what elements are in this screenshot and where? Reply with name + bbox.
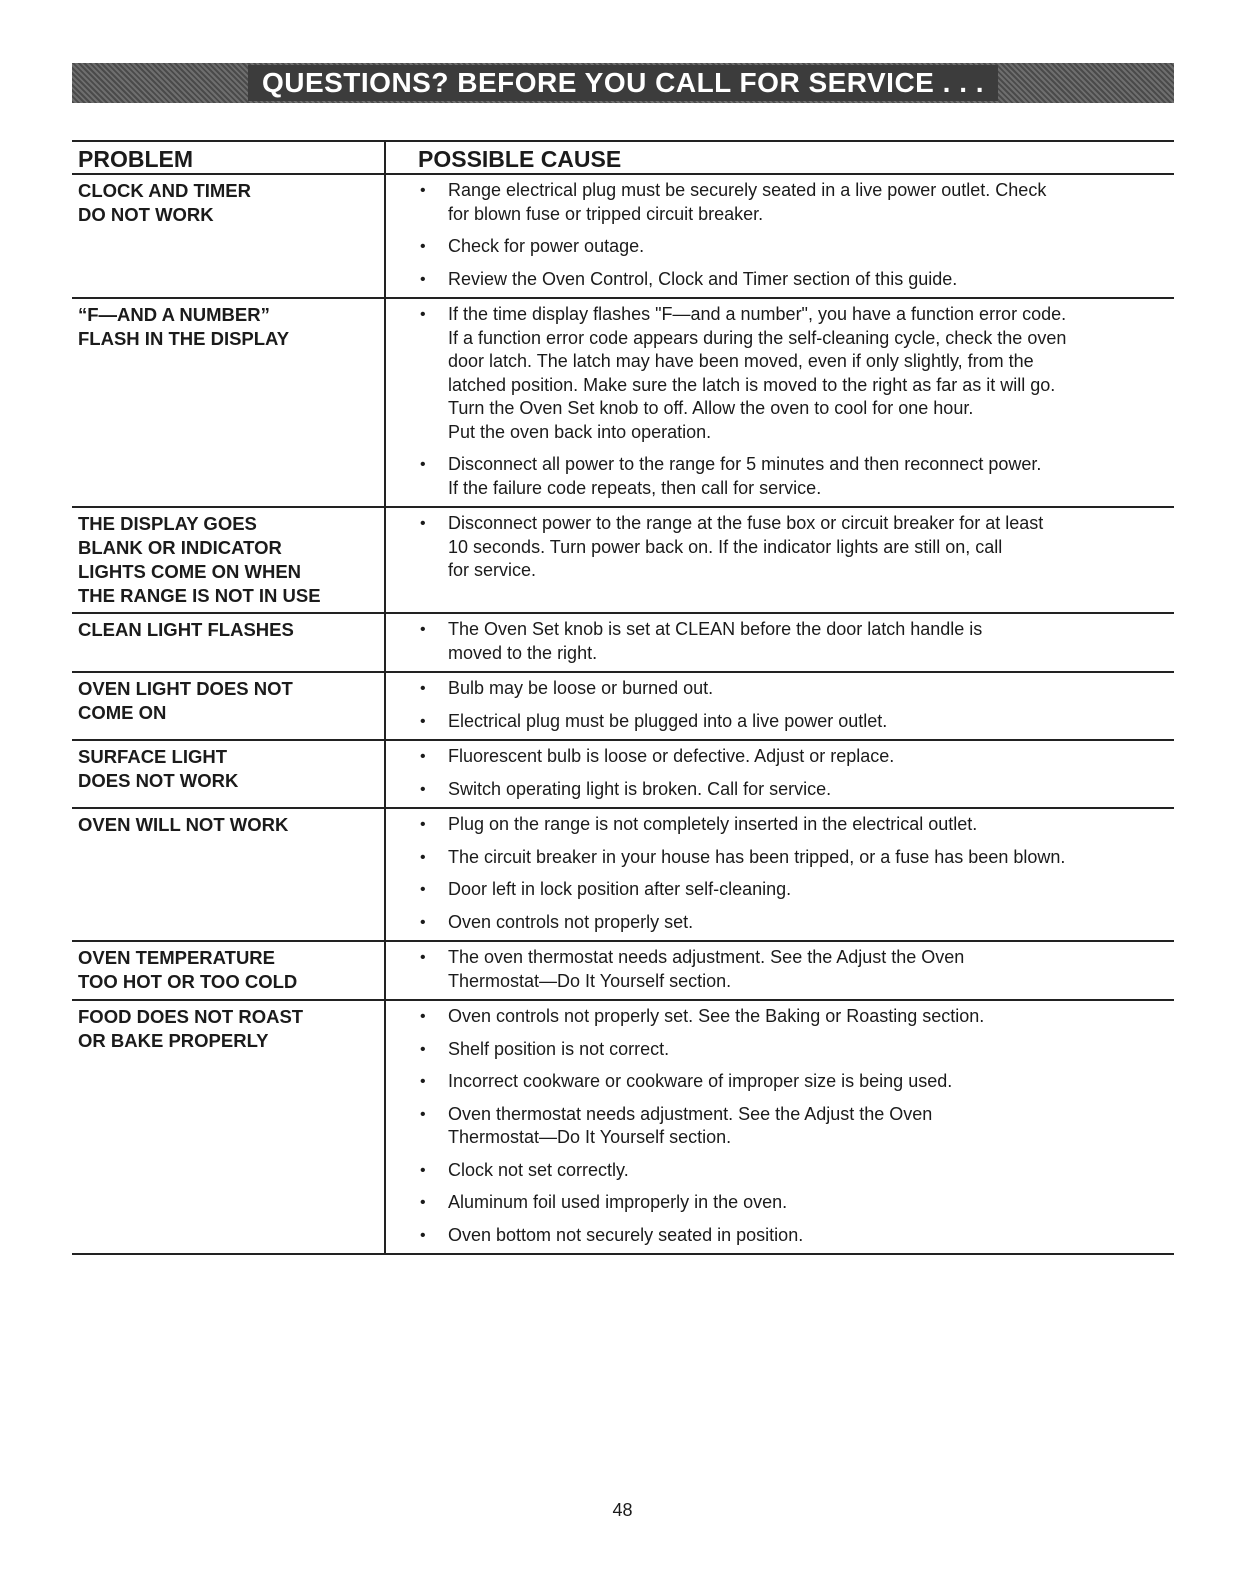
- cause-item: [418, 745, 1164, 769]
- cause-cell: [385, 174, 1174, 298]
- banner-title: QUESTIONS? BEFORE YOU CALL FOR SERVICE . . .: [248, 65, 998, 101]
- cause-list: [418, 618, 1164, 665]
- bullet-icon: •: [420, 748, 426, 765]
- cause-text: Switch operating light is broken. Call for service.: [448, 778, 832, 799]
- bullet-icon: •: [420, 1105, 426, 1123]
- bullet-icon: •: [420, 1226, 426, 1244]
- cause-text: If a function error code appears during the self-cleaning cycle, check the oven: [448, 327, 1067, 348]
- cause-text: Aluminum foil used improperly in the oven.: [448, 1192, 788, 1212]
- cause-item: [418, 1005, 1164, 1029]
- table-header-row: [72, 141, 1174, 174]
- cause-text: If the time display flashes "F—and a number", you have a function error code.: [448, 304, 1067, 324]
- cause-cell: [385, 613, 1174, 672]
- troubleshooting-table: [72, 140, 1174, 1255]
- cause-list: [418, 303, 1164, 500]
- cause-item: [418, 268, 1164, 292]
- cause-item: [418, 1070, 1164, 1094]
- cause-item: [418, 1224, 1164, 1248]
- table-row: [72, 613, 1174, 672]
- cause-item: [418, 846, 1164, 870]
- problem-text: “F—AND A NUMBER”: [78, 304, 270, 325]
- cause-list: [418, 512, 1164, 583]
- cause-item: [418, 1159, 1164, 1183]
- table-row: [72, 740, 1174, 808]
- cause-text: Range electrical plug must be securely seated in a live power outlet. Check: [448, 180, 1047, 200]
- table-row: [72, 174, 1174, 298]
- bullet-icon: •: [420, 949, 426, 966]
- cause-text: Electrical plug must be plugged into a live power outlet.: [448, 710, 888, 731]
- problem-text: COME ON: [78, 702, 167, 723]
- cause-text: Oven controls not properly set. See the Baking or Roasting section.: [448, 1006, 985, 1026]
- problem-text: THE RANGE IS NOT IN USE: [78, 585, 321, 606]
- problem-text: OR BAKE PROPERLY: [78, 1030, 269, 1051]
- cause-text: Clock not set correctly.: [448, 1159, 629, 1180]
- cause-list: [418, 179, 1164, 291]
- cause-text: Thermostat—Do It Yourself section.: [448, 970, 732, 991]
- cause-cell: [385, 941, 1174, 1000]
- table-row: [72, 298, 1174, 507]
- bullet-icon: •: [420, 780, 426, 798]
- cause-text: moved to the right.: [448, 642, 598, 663]
- cause-item: [418, 878, 1164, 902]
- problem-text: OVEN LIGHT DOES NOT: [78, 678, 293, 699]
- problem-text: TOO HOT OR TOO COLD: [78, 971, 298, 992]
- problem-cell: [72, 808, 385, 941]
- table-row: [72, 1000, 1174, 1254]
- cause-list: [418, 946, 1164, 993]
- bullet-icon: •: [420, 1161, 426, 1179]
- problem-cell: [72, 1000, 385, 1254]
- cause-text: Check for power outage.: [448, 236, 645, 256]
- cause-item: [418, 911, 1164, 935]
- bullet-icon: •: [420, 712, 426, 730]
- cause-text: Plug on the range is not completely inserted in the electrical outlet.: [448, 814, 978, 834]
- cause-cell: [385, 740, 1174, 808]
- cause-item: [418, 179, 1164, 226]
- cause-column-header: POSSIBLE CAUSE: [385, 141, 1174, 174]
- cause-text: Review the Oven Control, Clock and Timer section of this guide.: [448, 268, 958, 289]
- problem-text: CLEAN LIGHT FLASHES: [78, 619, 294, 640]
- cause-text: Put the oven back into operation.: [448, 421, 712, 442]
- cause-text: Thermostat—Do It Yourself section.: [448, 1127, 732, 1147]
- cause-text: Oven controls not properly set.: [448, 911, 694, 932]
- cause-text: door latch. The latch may have been moved, even if only slightly, from the: [448, 351, 1034, 371]
- section-banner: [72, 63, 1174, 103]
- cause-cell: [385, 808, 1174, 941]
- problem-text: OVEN WILL NOT WORK: [78, 814, 289, 835]
- problem-text: DO NOT WORK: [78, 204, 214, 225]
- cause-list: [418, 813, 1164, 934]
- cause-item: [418, 1191, 1164, 1215]
- cause-list: [418, 745, 1164, 801]
- bullet-icon: •: [420, 1040, 426, 1058]
- cause-item: [418, 618, 1164, 665]
- problem-cell: [72, 740, 385, 808]
- cause-item: [418, 512, 1164, 583]
- cause-text: Oven thermostat needs adjustment. See the Adjust the Oven: [448, 1103, 933, 1124]
- cause-cell: [385, 672, 1174, 740]
- bullet-icon: •: [420, 306, 426, 323]
- bullet-icon: •: [420, 881, 426, 898]
- cause-item: [418, 778, 1164, 802]
- cause-list: [418, 1005, 1164, 1247]
- cause-text: Turn the Oven Set knob to off. Allow the oven to cool for one hour.: [448, 398, 974, 418]
- problem-text: OVEN TEMPERATURE: [78, 947, 276, 968]
- bullet-icon: •: [420, 816, 426, 833]
- bullet-icon: •: [420, 848, 426, 866]
- cause-item: [418, 1038, 1164, 1062]
- cause-text: The circuit breaker in your house has been tripped, or a fuse has been blown.: [448, 846, 1066, 867]
- cause-text: The Oven Set knob is set at CLEAN before the door latch handle is: [448, 619, 983, 639]
- bullet-icon: •: [420, 680, 426, 697]
- cause-item: [418, 677, 1164, 701]
- bullet-icon: •: [420, 1194, 426, 1211]
- cause-text: 10 seconds. Turn power back on. If the indicator lights are still on, call: [448, 536, 1003, 557]
- cause-text: Bulb may be loose or burned out.: [448, 678, 714, 698]
- problem-text: DOES NOT WORK: [78, 770, 239, 791]
- cause-cell: [385, 1000, 1174, 1254]
- cause-text: latched position. Make sure the latch is moved to the right as far as it will go.: [448, 374, 1056, 395]
- cause-text: The oven thermostat needs adjustment. See the Adjust the Oven: [448, 947, 965, 967]
- cause-item: [418, 453, 1164, 500]
- table-row: [72, 941, 1174, 1000]
- cause-text: Shelf position is not correct.: [448, 1038, 670, 1059]
- problem-cell: [72, 672, 385, 740]
- table-row: [72, 672, 1174, 740]
- bullet-icon: •: [420, 270, 426, 288]
- table-body: [72, 174, 1174, 1254]
- problem-cell: [72, 613, 385, 672]
- bullet-icon: •: [420, 515, 426, 532]
- bullet-icon: •: [420, 1008, 426, 1025]
- cause-item: [418, 813, 1164, 837]
- bullet-icon: •: [420, 913, 426, 931]
- problem-text: FLASH IN THE DISPLAY: [78, 328, 290, 349]
- cause-item: [418, 946, 1164, 993]
- cause-cell: [385, 298, 1174, 507]
- cause-text: Disconnect power to the range at the fuse box or circuit breaker for at least: [448, 513, 1044, 533]
- cause-item: [418, 710, 1164, 734]
- problem-cell: [72, 507, 385, 613]
- bullet-icon: •: [420, 621, 426, 638]
- cause-text: for service.: [448, 560, 537, 580]
- bullet-icon: •: [420, 238, 426, 255]
- bullet-icon: •: [420, 182, 426, 199]
- page-number: 48: [612, 1500, 633, 1520]
- cause-text: Oven bottom not securely seated in position.: [448, 1224, 804, 1245]
- cause-item: [418, 1103, 1164, 1150]
- bullet-icon: •: [420, 1073, 426, 1090]
- problem-text: CLOCK AND TIMER: [78, 180, 251, 201]
- cause-item: [418, 235, 1164, 259]
- problem-text: FOOD DOES NOT ROAST: [78, 1006, 304, 1027]
- table-row: [72, 808, 1174, 941]
- cause-text: for blown fuse or tripped circuit breaker.: [448, 203, 764, 224]
- cause-text: If the failure code repeats, then call for service.: [448, 477, 822, 498]
- cause-cell: [385, 507, 1174, 613]
- table-row: [72, 507, 1174, 613]
- cause-text: Door left in lock position after self-cleaning.: [448, 879, 792, 899]
- cause-item: [418, 303, 1164, 444]
- problem-column-header: PROBLEM: [72, 141, 385, 174]
- problem-text: SURFACE LIGHT: [78, 746, 228, 767]
- problem-cell: [72, 941, 385, 1000]
- cause-text: Fluorescent bulb is loose or defective. Adjust or replace.: [448, 746, 895, 766]
- problem-text: THE DISPLAY GOES: [78, 513, 257, 534]
- problem-text: LIGHTS COME ON WHEN: [78, 561, 302, 582]
- cause-text: Incorrect cookware or cookware of improper size is being used.: [448, 1071, 953, 1091]
- problem-cell: [72, 298, 385, 507]
- problem-cell: [72, 174, 385, 298]
- problem-text: BLANK OR INDICATOR: [78, 537, 282, 558]
- bullet-icon: •: [420, 456, 426, 473]
- cause-text: Disconnect all power to the range for 5 minutes and then reconnect power.: [448, 454, 1042, 474]
- cause-list: [418, 677, 1164, 733]
